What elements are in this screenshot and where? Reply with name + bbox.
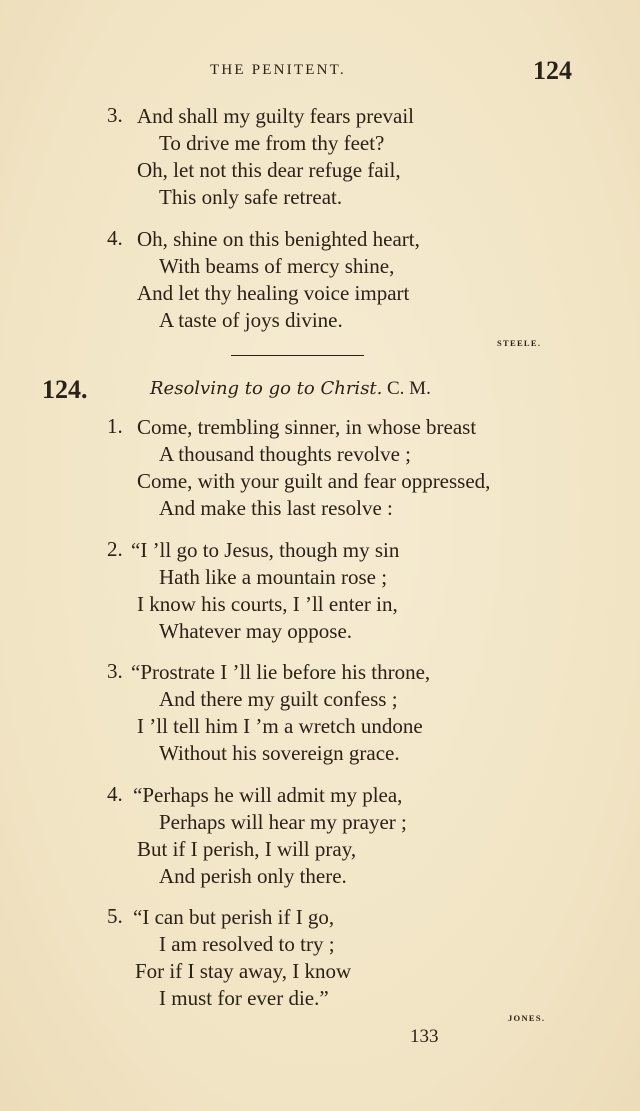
verse-line: “I can but perish if I go,	[133, 905, 335, 929]
verse-line: Oh, let not this dear refuge fail,	[137, 158, 401, 182]
verse-line: But if I perish, I will pray,	[137, 837, 357, 861]
hymn-number: 124.	[42, 375, 88, 404]
verse-line: A thousand thoughts revolve ;	[159, 442, 411, 466]
verse-number: 4.	[107, 226, 123, 250]
verse-line: A taste of joys divine.	[159, 308, 343, 332]
verse-number: 5.	[107, 904, 123, 928]
page-number: 124	[533, 56, 572, 85]
verse-line: And let thy healing voice impart	[137, 281, 410, 305]
verse-line: I know his courts, I ’ll enter in,	[137, 592, 398, 616]
verse-line: Without his sovereign grace.	[159, 741, 400, 765]
verse-line: And shall my guilty fears prevail	[137, 104, 415, 128]
verse-line: Come, with your guilt and fear oppressed,	[137, 469, 491, 493]
author-attribution: JONES.	[508, 1013, 546, 1023]
verse-line: Perhaps will hear my prayer ;	[159, 810, 407, 834]
verse-line: And make this last resolve :	[159, 496, 393, 520]
verse-line: Hath like a mountain rose ;	[159, 565, 388, 589]
verse-line: “I ’ll go to Jesus, though my sin	[131, 538, 400, 562]
verse-line: I am resolved to try ;	[159, 932, 335, 956]
verse-line: I must for ever die.”	[159, 986, 329, 1010]
verse-number: 4.	[107, 782, 123, 806]
hymn-title: Resolving to go to Christ.	[150, 378, 383, 399]
verse-line: And perish only there.	[159, 864, 347, 888]
verse-number: 3.	[107, 659, 123, 683]
verse-line: I ’ll tell him I ’m a wretch undone	[137, 714, 423, 738]
verse-line: Whatever may oppose.	[159, 619, 353, 643]
running-title: THE PENITENT.	[210, 62, 346, 78]
verse-line: Come, trembling sinner, in whose breast	[137, 415, 477, 439]
verse-line: “Prostrate I ’ll lie before his throne,	[131, 660, 431, 684]
folio-number: 133	[410, 1026, 439, 1047]
author-attribution: STEELE.	[497, 338, 542, 348]
verse-line: This only safe retreat.	[159, 185, 343, 209]
verse-line: Oh, shine on this benighted heart,	[137, 227, 420, 251]
verse-line: And there my guilt confess ;	[159, 687, 398, 711]
verse-number: 3.	[107, 103, 123, 127]
verse-number: 2.	[107, 537, 123, 561]
section-divider	[231, 355, 364, 356]
verse-line: With beams of mercy shine,	[159, 254, 395, 278]
verse-line: To drive me from thy feet?	[159, 131, 385, 155]
hymn-meter: C. M.	[387, 378, 431, 399]
verse-number: 1.	[107, 414, 123, 438]
verse-line: For if I stay away, I know	[135, 959, 352, 983]
verse-line: “Perhaps he will admit my plea,	[133, 783, 403, 807]
